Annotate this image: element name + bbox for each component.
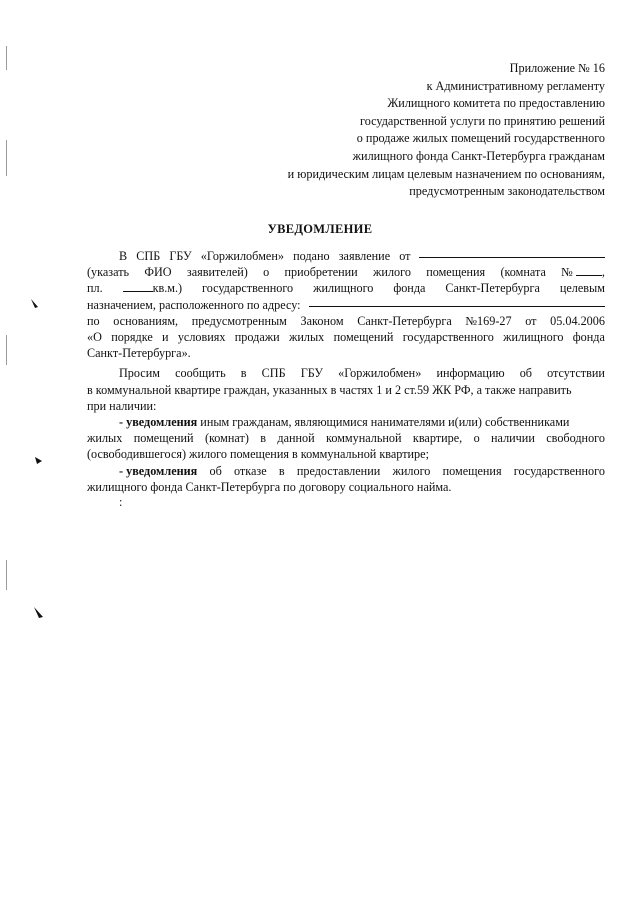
trailing-mark: :	[119, 495, 123, 510]
address-blank	[309, 306, 605, 307]
appendix-line: государственной услуги по принятию решений	[360, 113, 605, 128]
list-item-line: жилых помещений (комнат) в данной коммунальной квартире, о наличии свободного	[87, 431, 605, 446]
paragraph-line: Санкт-Петербурга».	[87, 346, 191, 361]
scan-edge-mark	[6, 46, 7, 70]
list-item-line: - уведомления об отказе в предоставлении жилого помещения государственного	[119, 463, 605, 478]
paragraph-line: «О порядке и условиях продажи жилых помещений государственного жилищного фонда	[87, 330, 605, 345]
scan-edge-mark	[6, 335, 7, 365]
list-item-line: жилищного фонда Санкт-Петербурга по договору социального найма.	[87, 479, 452, 494]
appendix-line: к Административному регламенту	[426, 78, 605, 93]
paragraph-line: пл. кв.м.) государственного жилищного фонда Санкт-Петербурга целевым	[87, 281, 605, 296]
appendix-line: предусмотренным законодательством	[409, 184, 605, 199]
list-item-line: (освободившегося) жилого помещения в коммунальной квартире;	[87, 447, 429, 462]
scan-edge-mark	[6, 560, 7, 590]
list-item-line: - уведомления иным гражданам, являющимися нанимателями и(или) собственниками	[119, 415, 570, 430]
margin-arrow-mark	[33, 606, 45, 620]
paragraph-line: назначением, расположенного по адресу:	[87, 297, 605, 313]
paragraph-line: Просим сообщить в СПБ ГБУ «Горжилобмен» информацию об отсутствии	[119, 366, 605, 381]
paragraph-line: при наличии:	[87, 398, 157, 413]
document-title: УВЕДОМЛЕНИЕ	[267, 222, 373, 236]
appendix-line: жилищного фонда Санкт-Петербурга гражданам	[352, 148, 605, 163]
paragraph-line: (указать ФИО заявителей) о приобретении жилого помещения (комната № ,	[87, 265, 605, 280]
appendix-header	[288, 60, 605, 201]
paragraph-line: в коммунальной квартире граждан, указанных в частях 1 и 2 ст.59 ЖК РФ, а также направить	[87, 382, 572, 397]
paragraph-line: В СПБ ГБУ «Горжилобмен» подано заявление от	[87, 248, 605, 264]
room-number-blank	[576, 275, 602, 276]
margin-arrow-mark	[30, 298, 40, 310]
scan-edge-mark	[6, 140, 7, 176]
paragraph-line: по основаниям, предусмотренным Законом Санкт-Петербурга №169-27 от 05.04.2006	[87, 313, 605, 328]
margin-arrow-mark	[34, 455, 44, 465]
appendix-line: Жилищного комитета по предоставлению	[387, 96, 605, 111]
applicant-date-blank	[419, 257, 605, 258]
area-blank	[123, 291, 153, 292]
appendix-line: о продаже жилых помещений государственного	[356, 131, 605, 146]
notice-body	[87, 248, 605, 509]
appendix-line: и юридическим лицам целевым назначением по основаниям,	[287, 166, 605, 181]
appendix-line: Приложение № 16	[509, 61, 605, 75]
